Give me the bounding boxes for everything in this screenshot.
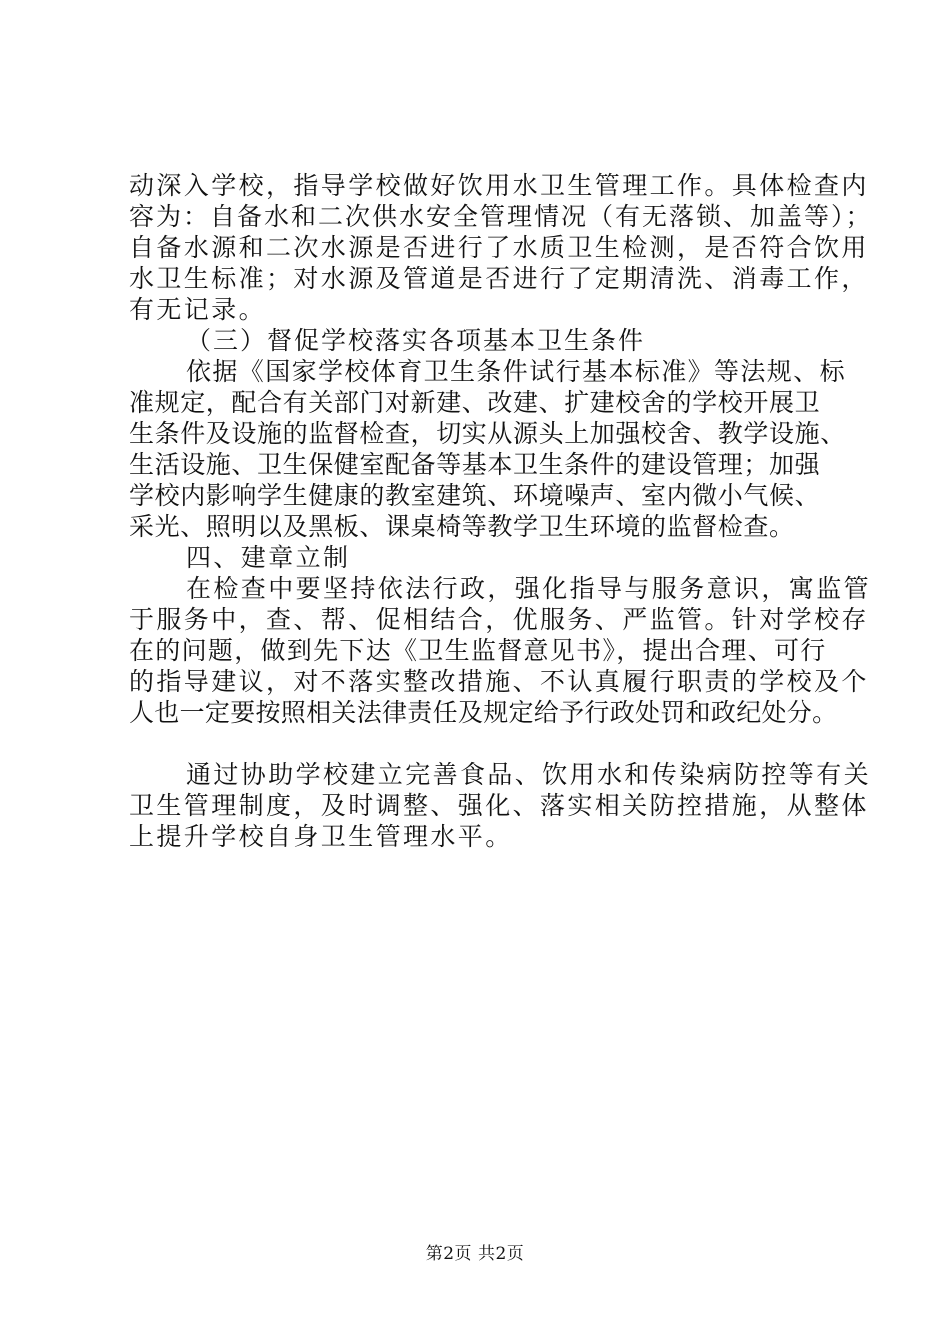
body-text-line: 于服务中，查、帮、促相结合，优服务、严监管。针对学校存 bbox=[129, 605, 869, 634]
body-text-line: 卫生管理制度，及时调整、强化、落实相关防控措施，从整体 bbox=[129, 791, 869, 820]
body-text-line: 生条件及设施的监督检查，切实从源头上加强校舍、教学设施、 bbox=[129, 419, 846, 448]
body-text-line: 学校内影响学生健康的教室建筑、环境噪声、室内微小气候、 bbox=[129, 481, 821, 510]
body-text-line: 准规定，配合有关部门对新建、改建、扩建校舍的学校开展卫 bbox=[129, 388, 821, 417]
body-text-line: 依据《国家学校体育卫生条件试行基本标准》等法规、标 bbox=[186, 357, 847, 386]
body-text-line: 在的问题，做到先下达《卫生监督意见书》，提出合理、可行 bbox=[129, 636, 827, 665]
body-text-line: 采光、照明以及黑板、课桌椅等教学卫生环境的监督检查。 bbox=[129, 512, 795, 541]
body-text-line: 在检查中要坚持依法行政，强化指导与服务意识，寓监管 bbox=[186, 574, 872, 603]
body-text-line: 水卫生标准；对水源及管道是否进行了定期清洗、消毒工作， bbox=[129, 264, 869, 293]
body-text-line: 的指导建议，对不落实整改措施、不认真履行职责的学校及个 bbox=[129, 667, 869, 696]
body-text-line: 自备水源和二次水源是否进行了水质卫生检测，是否符合饮用 bbox=[129, 233, 869, 262]
body-text-line: 有无记录。 bbox=[129, 295, 267, 324]
body-text-line: 容为：自备水和二次供水安全管理情况（有无落锁、加盖等）； bbox=[129, 202, 873, 231]
section-heading: 四、建章立制 bbox=[186, 543, 351, 572]
page-number-footer: 第2页 共2页 bbox=[425, 1244, 525, 1264]
body-text-line: 上提升学校自身卫生管理水平。 bbox=[129, 822, 513, 851]
body-text-line: 人也一定要按照相关法律责任及规定给予行政处罚和政纪处分。 bbox=[129, 698, 838, 727]
body-text-line: 动深入学校，指导学校做好饮用水卫生管理工作。具体检查内 bbox=[129, 171, 869, 200]
body-text-line: 生活设施、卫生保健室配备等基本卫生条件的建设管理；加强 bbox=[129, 450, 821, 479]
body-text-line: 通过协助学校建立完善食品、饮用水和传染病防控等有关 bbox=[186, 760, 872, 789]
section-heading: （三）督促学校落实各项基本卫生条件 bbox=[186, 326, 646, 355]
